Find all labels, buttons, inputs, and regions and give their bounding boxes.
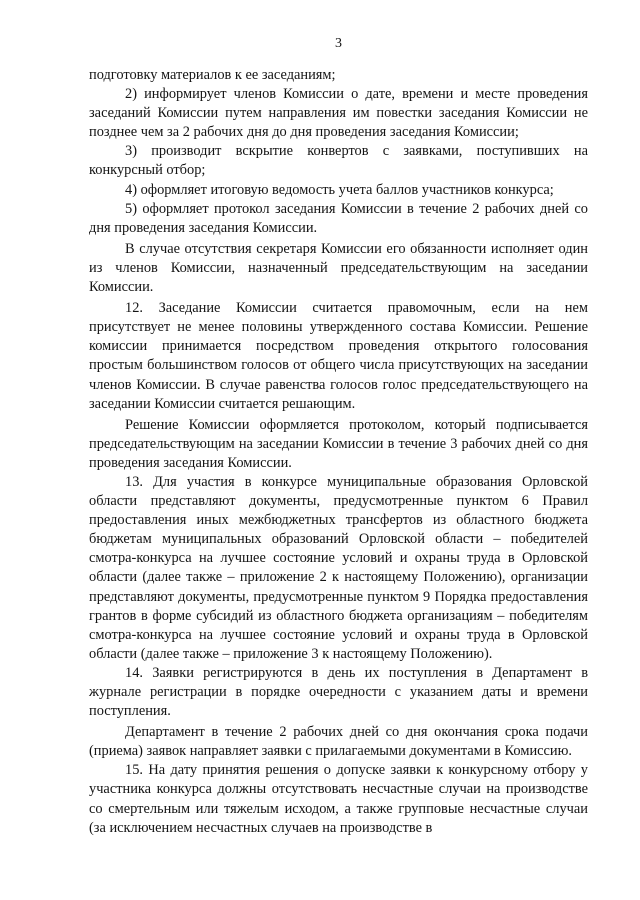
paragraph-item-4: 4) оформляет итоговую ведомость учета баллов участников конкурса; bbox=[125, 181, 554, 198]
paragraph-department-forwarding: Департамент в течение 2 рабочих дней со дня окончания срока подачи (приема) заявок направляет заявки с прилагаемыми документами в Комиссию. bbox=[89, 724, 588, 760]
page-number: 3 bbox=[335, 36, 342, 51]
paragraph-clause-12: 12. Заседание Комиссии считается правомочным, если на нем присутствует не менее половины утвержденного состава Комиссии. Решение комиссии принимается посредством проведения открытого голосования простым большинством голосов от общего числа присутствующих на заседании членов Комиссии. В случае равенства голосов голос председательствующего на заседании Комиссии считается решающим. bbox=[89, 300, 588, 412]
document-body bbox=[89, 66, 588, 838]
paragraph-clause-13: 13. Для участия в конкурсе муниципальные образования Орловской области представляют документы, предусмотренные пунктом 6 Правил предоставления иных межбюджетных трансфертов из областного бюджета бюджетам муниципальных образований Орловской области – победителей смотра-конкурса на лучшее состояние условий и охраны труда в Орловской области (далее также – приложение 2 к настоящему Положению), организации представляют документы, предусмотренные пунктом 9 Порядка предоставления грантов в форме субсидий из областного бюджета организациям – победителям смотра-конкурса на лучшее состояние условий и охраны труда в Орловской области (далее также – приложение 3 к настоящему Положению). bbox=[89, 473, 588, 662]
paragraph-item-5: 5) оформляет протокол заседания Комиссии в течение 2 рабочих дней со дня проведения заседания Комиссии. bbox=[89, 200, 588, 236]
paragraph-decision-protocol: Решение Комиссии оформляется протоколом, который подписывается председательствующим на заседании Комиссии в течение 3 рабочих дней со дня проведения заседания Комиссии. bbox=[89, 416, 588, 471]
paragraph-clause-14: 14. Заявки регистрируются в день их поступления в Департамент в журнале регистрации в порядке очередности с указанием даты и времени поступления. bbox=[89, 664, 588, 720]
paragraph-secretary-absence: В случае отсутствия секретаря Комиссии его обязанности исполняет один из членов Комиссии, назначенный председательствующим на заседании Комиссии. bbox=[89, 240, 588, 296]
paragraph-item-2: 2) информирует членов Комиссии о дате, времени и месте проведения заседаний Комиссии путем направления им повестки заседания Комиссии не позднее чем за 2 рабочих дня до дня проведения заседания Комиссии; bbox=[89, 86, 588, 141]
paragraph-continuation: подготовку материалов к ее заседаниям; bbox=[89, 67, 336, 83]
paragraph-clause-15: 15. На дату принятия решения о допуске заявки к конкурсному отбору у участника конкурса должны отсутствовать несчастные случаи на производстве со смертельным или тяжелым исходом, а также групповые несчастные случаи (за исключением несчастных случаев на производстве в bbox=[89, 762, 588, 836]
paragraph-item-3: 3) производит вскрытие конвертов с заявками, поступивших на конкурсный отбор; bbox=[89, 143, 588, 179]
